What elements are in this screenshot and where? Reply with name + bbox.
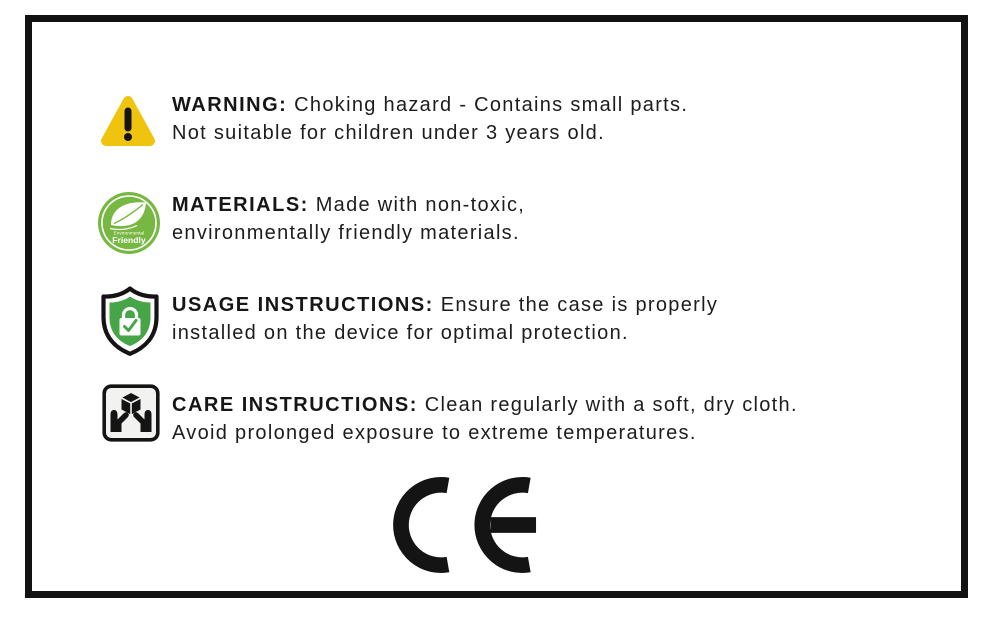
usage-label: USAGE INSTRUCTIONS: (172, 294, 434, 316)
handle-with-care-icon (102, 384, 160, 442)
warning-line2: Not suitable for children under 3 years old. (172, 122, 605, 144)
warning-label: WARNING: (172, 94, 288, 116)
label-frame (25, 15, 968, 598)
eco-badge-text-small: Environmental (113, 230, 145, 236)
materials-label: MATERIALS: (172, 194, 309, 216)
care-label: CARE INSTRUCTIONS: (172, 394, 418, 416)
eco-badge-text-big: Friendly (112, 235, 146, 245)
materials-text (172, 191, 525, 247)
care-line2: Avoid prolonged exposure to extreme temperatures. (172, 422, 697, 444)
materials-line2: environmentally friendly materials. (172, 222, 520, 244)
materials-line1: Made with non-toxic, (308, 194, 526, 216)
warning-triangle-icon (99, 93, 157, 149)
security-shield-icon (98, 285, 162, 357)
eco-friendly-badge-icon (98, 192, 160, 254)
warning-line1: Choking hazard - Contains small parts. (287, 94, 689, 116)
care-text (172, 391, 798, 447)
care-line1: Clean regularly with a soft, dry cloth. (417, 394, 798, 416)
ce-mark-icon (393, 475, 538, 575)
warning-text (172, 91, 688, 147)
usage-line1: Ensure the case is properly (433, 294, 719, 316)
usage-line2: installed on the device for optimal protection. (172, 322, 629, 344)
usage-text (172, 291, 718, 347)
